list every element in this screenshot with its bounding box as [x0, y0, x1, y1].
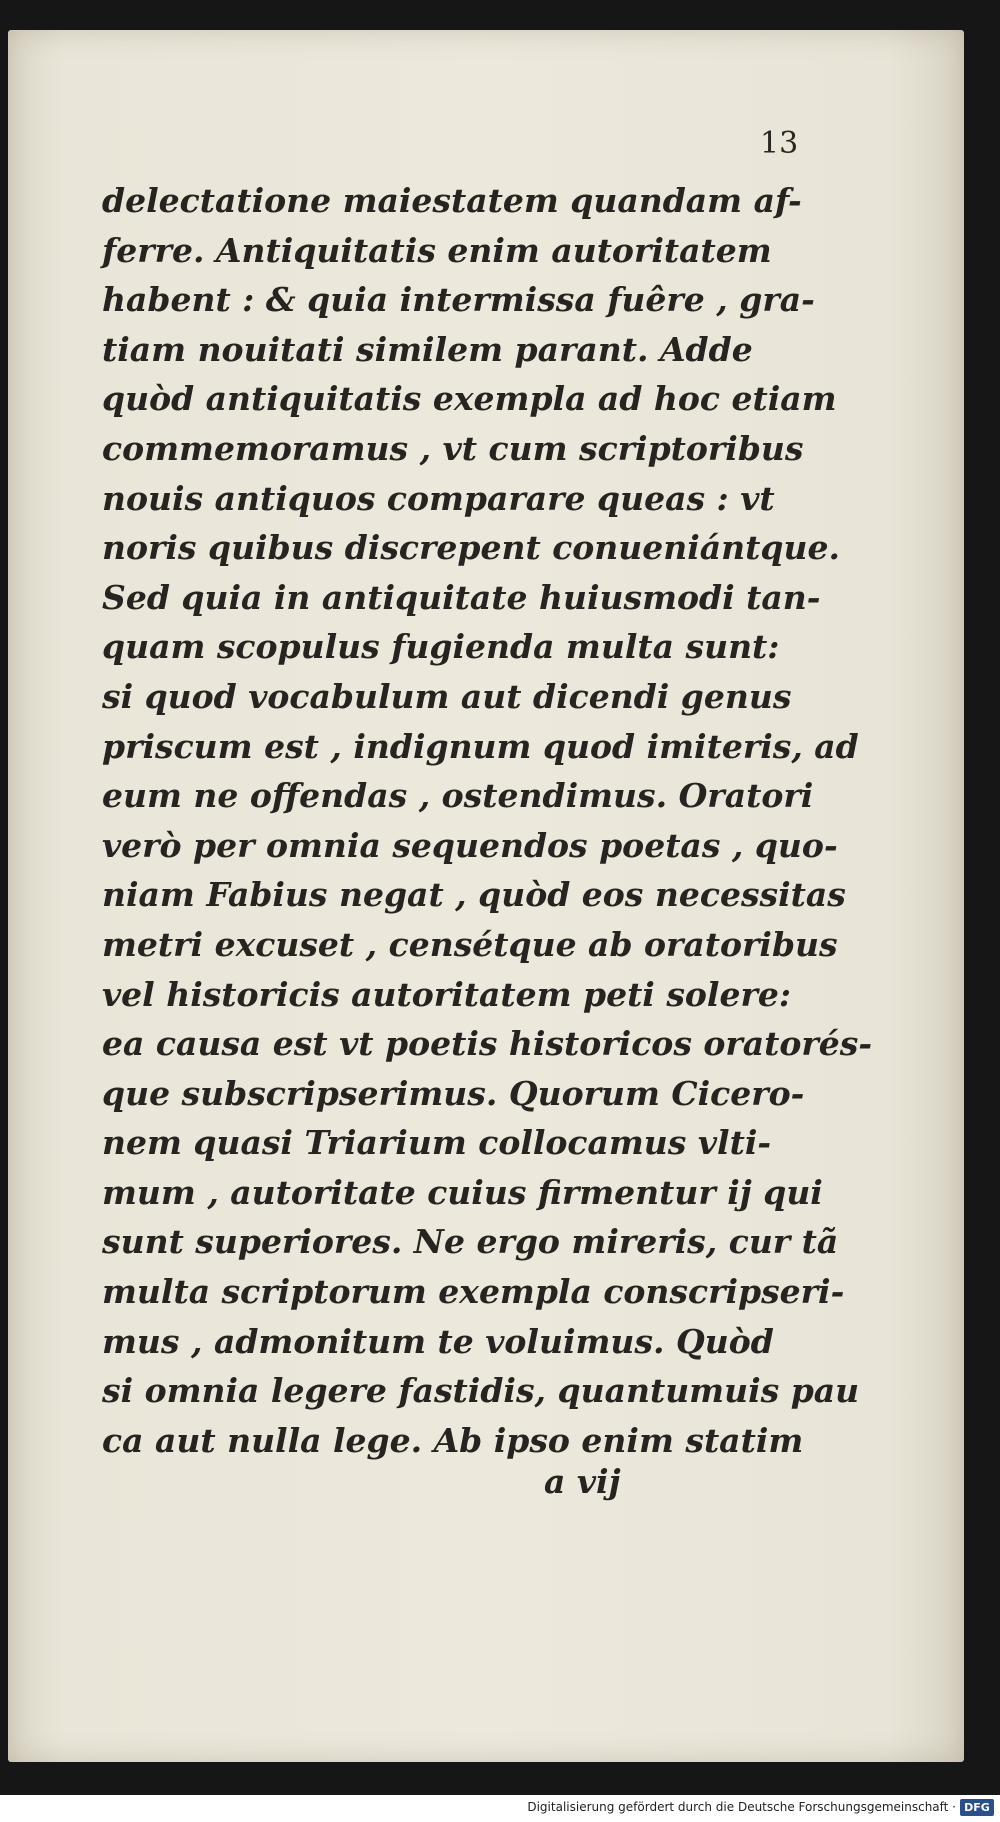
book-page	[8, 30, 964, 1762]
signature-mark: a vij	[544, 1462, 621, 1501]
text-line: si quod vocabulum aut dicendi genus	[102, 676, 792, 716]
text-line: delectatione maiestatem quandam af-	[102, 181, 802, 220]
page-text	[102, 176, 873, 1465]
funding-credit: Digitalisierung gefördert durch die Deutsche Forschungsgemeinschaft ·	[527, 1800, 956, 1814]
footer-bar	[0, 1795, 1000, 1822]
text-line: quòd antiquitatis exempla ad hoc etiam	[102, 379, 837, 419]
text-line: que subscripserimus. Quorum Cicero-	[102, 1073, 805, 1113]
text-line: nouis antiquos comparare queas : vt	[102, 478, 775, 518]
text-line: commemoramus , vt cum scriptoribus	[102, 428, 804, 468]
text-line: ca aut nulla lege. Ab ipso enim statim	[102, 1420, 804, 1460]
text-line: ea causa est vt poetis historicos oratorés-	[102, 1024, 873, 1064]
page-number: 13	[760, 126, 799, 161]
text-line: metri excuset , censétque ab oratoribus	[102, 924, 838, 964]
text-line: niam Fabius negat , quòd eos necessitas	[102, 875, 846, 915]
text-line: habent : & quia intermissa fuêre , gra-	[102, 280, 815, 320]
text-line: vel historicis autoritatem peti solere:	[102, 974, 792, 1014]
text-line: eum ne offendas , ostendimus. Oratori	[102, 776, 814, 816]
text-line: tiam nouitati similem parant. Adde	[102, 329, 753, 369]
text-line: priscum est , indignum quod imiteris, ad	[102, 726, 859, 766]
text-line: multa scriptorum exempla conscripseri-	[102, 1272, 845, 1312]
text-line: mum , autoritate cuius firmentur ij qui	[102, 1172, 823, 1212]
text-line: mus , admonitum te voluimus. Quòd	[102, 1321, 774, 1361]
text-line: si omnia legere fastidis, quantumuis pau	[102, 1371, 860, 1411]
text-line: verò per omnia sequendos poetas , quo-	[102, 825, 838, 865]
text-line: Sed quia in antiquitate huiusmodi tan-	[102, 577, 821, 617]
text-line: ferre. Antiquitatis enim autoritatem	[102, 230, 772, 270]
text-line: nem quasi Triarium collocamus vlti-	[102, 1123, 772, 1163]
text-line: noris quibus discrepent conueniántque.	[102, 528, 840, 568]
text-line: quam scopulus fugienda multa sunt:	[102, 627, 780, 667]
text-line: sunt superiores. Ne ergo mireris, cur tã	[102, 1222, 839, 1262]
dfg-logo-icon: DFG	[960, 1799, 994, 1816]
